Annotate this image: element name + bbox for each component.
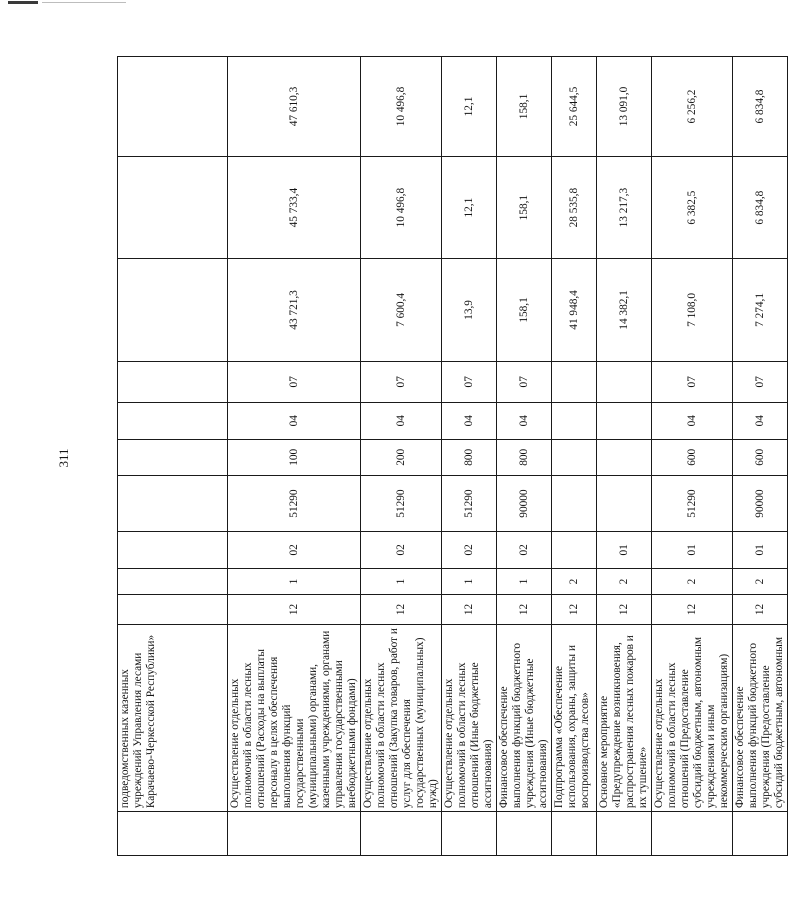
cell-c3 (552, 532, 597, 569)
cell-c6: 04 (497, 402, 552, 439)
cell-v2: 45 733,4 (228, 156, 361, 258)
empty-cell (442, 812, 497, 856)
cell-v3 (118, 57, 228, 157)
cell-c5: 600 (652, 439, 733, 476)
cell-c3: 02 (497, 532, 552, 569)
cell-c1: 12 (497, 595, 552, 624)
cell-v3: 158,1 (497, 57, 552, 157)
cell-c1: 12 (597, 595, 652, 624)
cell-c2: 2 (597, 568, 652, 595)
cell-c4: 90000 (497, 476, 552, 532)
empty-cell (361, 812, 442, 856)
cell-v1: 13,9 (442, 259, 497, 361)
cell-c2: 1 (228, 568, 361, 595)
cell-c4: 51290 (228, 476, 361, 532)
cell-c6 (597, 402, 652, 439)
cell-c6: 04 (442, 402, 497, 439)
cell-c2: 1 (442, 568, 497, 595)
table-row (597, 57, 652, 856)
cell-c3: 02 (228, 532, 361, 569)
cell-v2: 10 496,8 (361, 156, 442, 258)
cell-c3: 01 (733, 532, 788, 569)
cell-c4: 51290 (361, 476, 442, 532)
table-row (497, 57, 552, 856)
row-name: Осуществление отдельных полномочий в области лесных отношений (Предоставление субсидий бюджетным, автономным учреждениям и иным некоммерческим организациям) (652, 624, 733, 812)
cell-v1: 7 600,4 (361, 259, 442, 361)
cell-v2: 13 217,3 (597, 156, 652, 258)
cell-c6: 04 (652, 402, 733, 439)
empty-cell (597, 812, 652, 856)
cell-c5: 800 (497, 439, 552, 476)
cell-c7: 07 (442, 361, 497, 402)
row-name: Осуществление отдельных полномочий в области лесных отношений (Расходы на выплаты персоналу в целях обеспечения выполнения функций государственными (муниципальными) органами, казенными учреждениями, органами управления государственными внебюджетными фондами) (228, 624, 361, 812)
table-body (118, 57, 788, 856)
cell-c5 (118, 439, 228, 476)
cell-v3: 6 834,8 (733, 57, 788, 157)
cell-v2: 6 834,8 (733, 156, 788, 258)
row-name: Основное мероприятие «Предупреждение возникновения, распространения лесных пожаров и их тушение» (597, 624, 652, 812)
cell-c2: 1 (497, 568, 552, 595)
cell-v1: 158,1 (497, 259, 552, 361)
budget-table (117, 56, 788, 856)
rotated-page-content (117, 56, 785, 856)
cell-c1: 12 (652, 595, 733, 624)
empty-cell (733, 812, 788, 856)
page-number: 311 (56, 448, 71, 468)
cell-v2: 12,1 (442, 156, 497, 258)
cell-c7: 07 (228, 361, 361, 402)
scan-top-mark (8, 0, 128, 5)
cell-c3: 01 (652, 532, 733, 569)
row-name: Осуществление отдельных полномочий в области лесных отношений (Закупка товаров, работ и услуг для обеспечения государственных (муниципальных) нужд) (361, 624, 442, 812)
cell-c4: 51290 (652, 476, 733, 532)
cell-c2 (118, 568, 228, 595)
cell-c6: 04 (361, 402, 442, 439)
cell-v2: 28 535,8 (552, 156, 597, 258)
empty-cell (228, 812, 361, 856)
cell-c5: 600 (733, 439, 788, 476)
cell-v1 (118, 259, 228, 361)
cell-c4: 51290 (442, 476, 497, 532)
cell-c5 (597, 439, 652, 476)
cell-c4 (552, 476, 597, 532)
cell-c7: 07 (652, 361, 733, 402)
cell-c5: 200 (361, 439, 442, 476)
row-name: Финансовое обеспечение выполнения функций бюджетного учреждения (Предоставление субсидий бюджетным, автономным (733, 624, 788, 812)
cell-c2: 2 (652, 568, 733, 595)
cell-c3: 01 (597, 532, 652, 569)
table-row (652, 57, 733, 856)
row-name: Подпрограмма «Обеспечение использования, охраны, защиты и воспроизводства лесов» (552, 624, 597, 812)
cell-c7 (552, 361, 597, 402)
empty-cell (118, 812, 228, 856)
cell-v1: 43 721,3 (228, 259, 361, 361)
cell-c2: 2 (552, 568, 597, 595)
cell-v1: 14 382,1 (597, 259, 652, 361)
cell-v3: 6 256,2 (652, 57, 733, 157)
cell-v3: 12,1 (442, 57, 497, 157)
table-row (361, 57, 442, 856)
cell-c1: 12 (733, 595, 788, 624)
table-row (442, 57, 497, 856)
cell-c3 (118, 532, 228, 569)
cell-c4: 90000 (733, 476, 788, 532)
cell-c6 (552, 402, 597, 439)
cell-c6: 04 (733, 402, 788, 439)
cell-c7: 07 (361, 361, 442, 402)
cell-c1: 12 (552, 595, 597, 624)
cell-c6: 04 (228, 402, 361, 439)
cell-v2: 6 382,5 (652, 156, 733, 258)
cell-v3: 13 091,0 (597, 57, 652, 157)
cell-c3: 02 (361, 532, 442, 569)
cell-c2: 1 (361, 568, 442, 595)
cell-c1: 12 (361, 595, 442, 624)
table-row (552, 57, 597, 856)
row-name: подведомственных казенных учреждений Управления лесами Карачаево-Черкесской Республики» (118, 624, 228, 812)
table-row (118, 57, 228, 856)
cell-v3: 47 610,3 (228, 57, 361, 157)
cell-v1: 7 274,1 (733, 259, 788, 361)
cell-v2: 158,1 (497, 156, 552, 258)
cell-c1 (118, 595, 228, 624)
cell-c1: 12 (442, 595, 497, 624)
cell-v2 (118, 156, 228, 258)
cell-v1: 7 108,0 (652, 259, 733, 361)
cell-v3: 10 496,8 (361, 57, 442, 157)
cell-c7: 07 (733, 361, 788, 402)
empty-cell (652, 812, 733, 856)
cell-v3: 25 644,5 (552, 57, 597, 157)
cell-c5 (552, 439, 597, 476)
cell-c2: 2 (733, 568, 788, 595)
cell-v1: 41 948,4 (552, 259, 597, 361)
table-row (733, 57, 788, 856)
cell-c5: 100 (228, 439, 361, 476)
cell-c4 (118, 476, 228, 532)
cell-c5: 800 (442, 439, 497, 476)
table-row (228, 57, 361, 856)
cell-c7 (597, 361, 652, 402)
row-name: Финансовое обеспечение выполнения функций бюджетного учреждения (Иные бюджетные ассигнования) (497, 624, 552, 812)
empty-cell (497, 812, 552, 856)
cell-c3: 02 (442, 532, 497, 569)
cell-c7 (118, 361, 228, 402)
empty-cell (552, 812, 597, 856)
row-name: Осуществление отдельных полномочий в области лесных отношений (Иные бюджетные ассигнования) (442, 624, 497, 812)
cell-c4 (597, 476, 652, 532)
cell-c7: 07 (497, 361, 552, 402)
cell-c6 (118, 402, 228, 439)
cell-c1: 12 (228, 595, 361, 624)
